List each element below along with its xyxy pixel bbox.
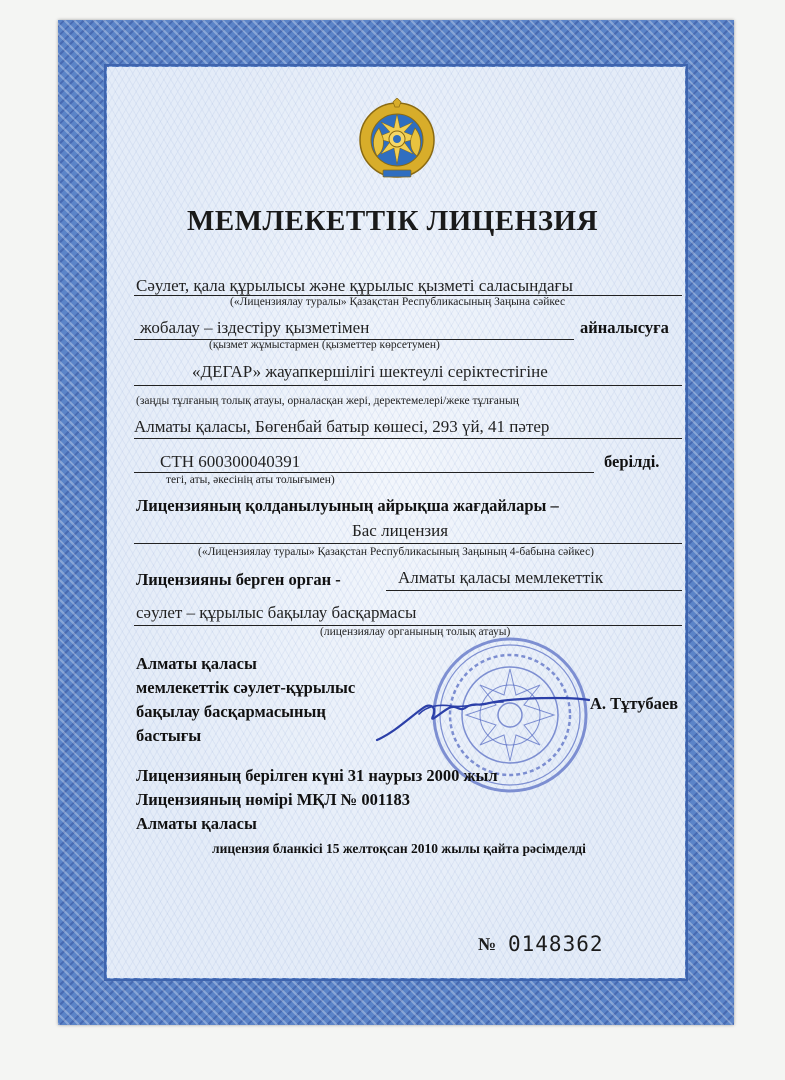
issuer-label: Лицензияны берген орган - bbox=[136, 570, 341, 589]
activity-type-text: жобалау – іздестіру қызметімен bbox=[140, 318, 370, 337]
fill-line bbox=[134, 385, 682, 386]
head-title-block bbox=[136, 652, 355, 748]
reissue-note: лицензия бланкісі 15 желтоқсан 2010 жылы қайта рәсімделді bbox=[212, 841, 586, 856]
issuer-caption: (лицензиялау органының толық атауы) bbox=[320, 626, 511, 638]
activity-area-text: Сәулет, қала құрылысы және құрылыс қызметі саласындағы bbox=[136, 276, 573, 295]
head-title-line: Алматы қаласы bbox=[136, 654, 257, 673]
fill-line bbox=[134, 472, 594, 473]
special-conditions-caption: («Лицензиялау туралы» Қазақстан Республикасының Заңының 4-бабына сәйкес) bbox=[198, 546, 594, 558]
issuer-line-2: сәулет – құрылыс бақылау басқармасы bbox=[136, 603, 417, 622]
issued-text: берілді. bbox=[604, 452, 660, 471]
license-number: Лицензияның нөмірі МҚЛ № 001183 bbox=[136, 790, 410, 809]
licensee-name-text: «ДЕГАР» жауапкершілігі шектеулі серіктестігіне bbox=[192, 362, 548, 381]
head-title-line: мемлекеттік сәулет-құрылыс bbox=[136, 678, 356, 697]
head-name: А. Тұтубаев bbox=[590, 694, 679, 713]
activity-area-caption: («Лицензиялау туралы» Қазақстан Республикасының Заңына сәйкес bbox=[230, 296, 566, 308]
fill-line bbox=[134, 438, 682, 439]
fill-line bbox=[386, 590, 682, 591]
person-caption: тегі, аты, әкесінің аты толығымен) bbox=[166, 474, 335, 486]
licensee-caption: (заңды тұлғаның толық атауы, орналасқан жері, деректемелері/жеке тұлғаның bbox=[136, 395, 519, 407]
issue-city: Алматы қаласы bbox=[136, 814, 257, 833]
special-conditions-value: Бас лицензия bbox=[352, 521, 449, 540]
serial-sign: № bbox=[478, 934, 497, 954]
document-title: МЕМЛЕКЕТТІК ЛИЦЕНЗИЯ bbox=[186, 205, 599, 237]
special-conditions-label: Лицензияның қолданылуының айрықша жағдайлары – bbox=[136, 496, 559, 515]
tax-id-text: СТН 600300040391 bbox=[160, 452, 301, 471]
head-title-line: бастығы bbox=[136, 726, 202, 745]
issue-date: Лицензияның берілген күні 31 наурыз 2000 жыл bbox=[136, 766, 498, 785]
state-emblem-icon bbox=[357, 98, 437, 182]
head-title-line: бақылау басқармасының bbox=[136, 702, 326, 721]
issuer-line-1: Алматы қаласы мемлекеттік bbox=[398, 568, 604, 587]
fill-line bbox=[134, 543, 682, 544]
serial-number: 0148362 bbox=[508, 932, 604, 956]
activity-type-caption: (қызмет жұмыстармен (қызметтер көрсетумен) bbox=[209, 339, 440, 351]
licensee-address-text: Алматы қаласы, Бөгенбай батыр көшесі, 293 үй, 41 пәтер bbox=[134, 417, 550, 436]
signature-icon bbox=[375, 678, 590, 748]
activity-suffix-text: айналысуға bbox=[580, 318, 669, 337]
